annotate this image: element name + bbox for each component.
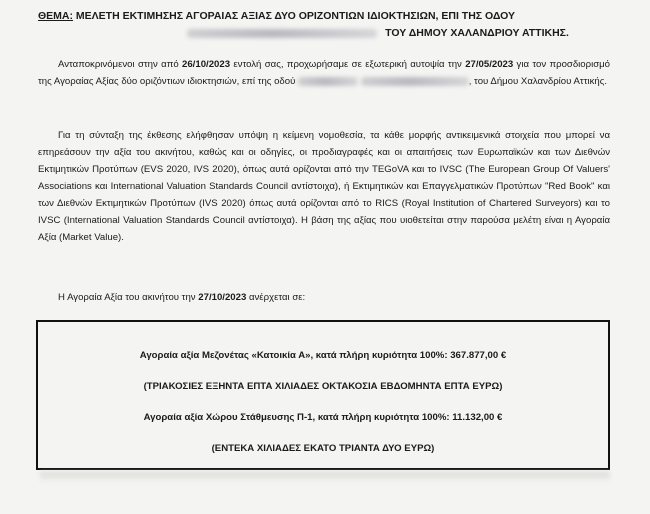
- subject-line-1: [38, 8, 608, 25]
- valuation-date: 27/10/2023: [198, 292, 247, 303]
- parking-value: Αγοραία αξία Χώρου Στάθμευσης Π-1, κατά πλήρη κυριότητα 100%: 11.132,00 €: [143, 412, 503, 423]
- methodology-paragraph: Για τη σύνταξη της έκθεσης ελήφθησαν υπόψη η κείμενη νομοθεσία, τα κάθε μορφής αντικειμενικά στοιχεία που μπορεί να επηρεάσουν την αξία του ακινήτου, καθώς και οι οδηγίες, οι προδιαγραφές και οι απαιτήσεις των Ευρωπαϊκών και των Διεθνών Εκτιμητικών Προτύπων (EVS 2020, IVS 2020), όπως αυτά ορίζονται από την TEGoVA και το IVSC (The European Group Of Valuers' Associations και International Valuation Standards Council αντίστοιχα), ή Εκτιμητικών και Επαγγελματικών Προτύπων "Red Book" και των Διεθνών Εκτιμητικών Προτύπων (IVS 2020) όπως αυτά ορίζονται από το RICS (Royal Institution of Chartered Surveyors) και το IVSC (International Valuation Standards Council αντίστοιχα). Η βάση της αξίας που υιοθετείται στην παρούσα μελέτη είναι η Αγοραία Αξία (Market Value).: [38, 130, 610, 243]
- value-statement-text-2: ανέρχεται σε:: [246, 292, 306, 303]
- value-statement-text-1: Η Αγοραία Αξία του ακινήτου την: [58, 292, 199, 303]
- intro-paragraph: [38, 56, 610, 90]
- subject-text-2: ΤΟΥ ΔΗΜΟΥ ΧΑΛΑΝΔΡΙΟΥ ΑΤΤΙΚΗΣ.: [385, 27, 569, 39]
- maisonette-value-words: (ΤΡΙΑΚΟΣΙΕΣ ΕΞΗΝΤΑ ΕΠΤΑ ΧΙΛΙΑΔΕΣ ΟΚΤΑΚΟΣΙΑ ΕΒΔΟΜΗΝΤΑ ΕΠΤΑ ΕΥΡΩ): [143, 381, 503, 392]
- subject-heading: [38, 8, 608, 42]
- intro-text-4: , του Δήμου Χαλανδρίου Αττικής.: [468, 76, 608, 87]
- subject-line-2: [38, 25, 608, 42]
- redacted-street: [187, 29, 377, 38]
- parking-value-words: (ΕΝΤΕΚΑ ΧΙΛΙΑΔΕΣ ΕΚΑΤΟ ΤΡΙΑΝΤΑ ΔΥΟ ΕΥΡΩ): [211, 443, 435, 454]
- redacted-street-name: [298, 77, 358, 86]
- box-shadow-decoration: [40, 472, 610, 482]
- subject-label: ΘΕΜΑ:: [38, 10, 73, 22]
- intro-text-2: εντολή σας, προχωρήσαμε σε εξωτερική αυτοψία την: [230, 59, 466, 70]
- inspection-date: 27/05/2023: [465, 59, 514, 70]
- order-date: 26/10/2023: [182, 59, 231, 70]
- valuation-result-box: [36, 320, 610, 470]
- intro-text-3: για τον προσδιορισμό της Αγοραίας Αξίας δύο οριζόντιων ιδιοκτησιών, επί της οδού: [38, 59, 611, 87]
- subject-text-1: ΜΕΛΕΤΗ ΕΚΤΙΜΗΣΗΣ ΑΓΟΡΑΙΑΣ ΑΞΙΑΣ ΔΥΟ ΟΡΙΖΟΝΤΙΩΝ ΙΔΙΟΚΤΗΣΙΩΝ, ΕΠΙ ΤΗΣ ΟΔΟΥ: [73, 10, 516, 22]
- redacted-address: [361, 77, 469, 86]
- maisonette-value: Αγοραία αξία Μεζονέτας «Κατοικία Α», κατά πλήρη κυριότητα 100%: 367.877,00 €: [139, 350, 507, 361]
- intro-text-1: Ανταποκρινόμενοι στην από: [58, 59, 183, 70]
- value-statement: [38, 289, 610, 306]
